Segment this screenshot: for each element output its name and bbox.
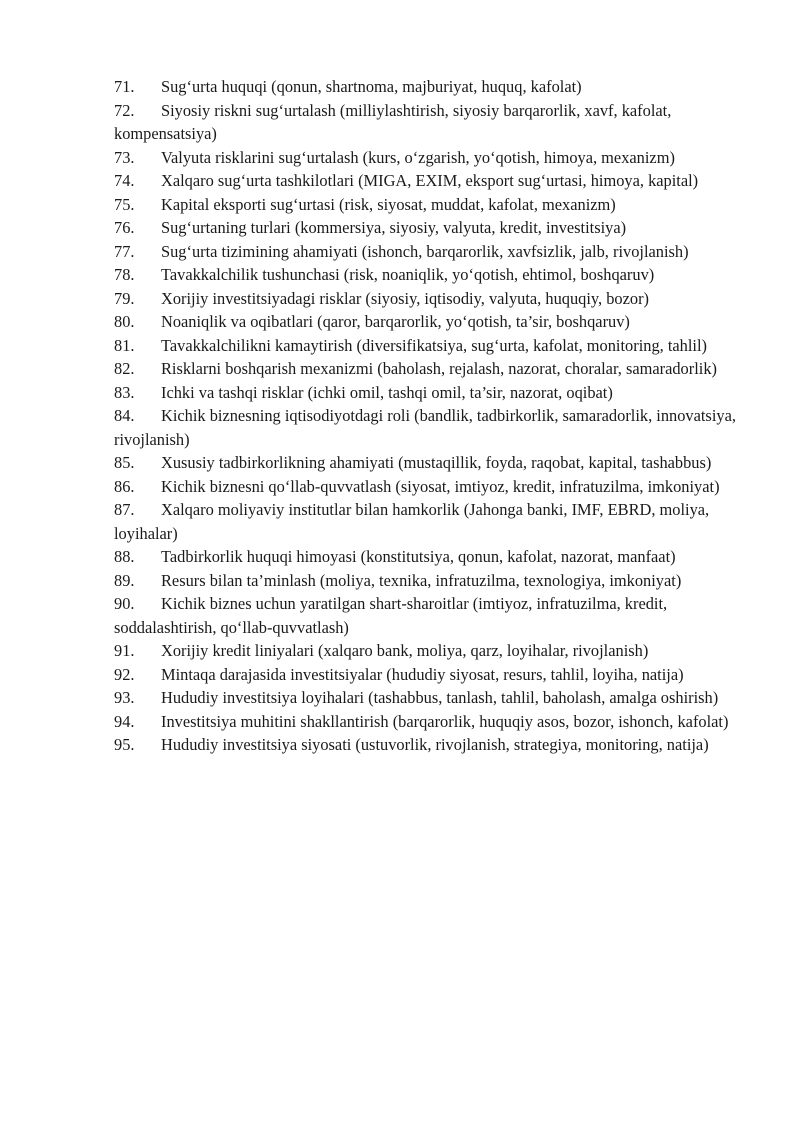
item-text: Xususiy tadbirkorlikning ahamiyati (mustaqillik, foyda, raqobat, kapital, tashabbus) (161, 453, 712, 472)
item-number: 81. (114, 335, 135, 355)
item-number: 83. (114, 382, 135, 402)
list-item (114, 663, 754, 687)
list-item (114, 240, 754, 264)
item-text: Ichki va tashqi risklar (ichki omil, tashqi omil, ta’sir, nazorat, oqibat) (161, 382, 613, 402)
item-text: Sug‘urta huquqi (qonun, shartnoma, majburiyat, huquq, kafolat) (161, 77, 582, 96)
list-item (114, 263, 754, 287)
item-text: Kichik biznesning iqtisodiyotdagi roli (bandlik, tadbirkorlik, samaradorlik, innovatsiya, rivojlanish) (114, 406, 736, 449)
item-text: Mintaqa darajasida investitsiyalar (hududiy siyosat, resurs, tahlil, loyiha, natija) (161, 664, 684, 684)
list-item (114, 475, 754, 499)
list-item (114, 310, 754, 334)
item-text: Sug‘urtaning turlari (kommersiya, siyosiy, valyuta, kredit, investitsiya) (161, 218, 627, 237)
list-item (114, 216, 754, 240)
list-item (114, 169, 754, 193)
item-number: 84. (114, 406, 135, 425)
item-text: Hududiy investitsiya loyihalari (tashabbus, tanlash, tahlil, baholash, amalga oshirish) (161, 688, 719, 707)
item-text: Tavakkalchilik tushunchasi (risk, noaniqlik, yo‘qotish, ehtimol, boshqaruv) (161, 265, 655, 284)
list-item (114, 710, 754, 734)
item-number: 75. (114, 194, 135, 214)
item-number: 73. (114, 147, 135, 167)
item-number: 80. (114, 312, 135, 331)
item-text: Hududiy investitsiya siyosati (ustuvorlik, rivojlanish, strategiya, monitoring, natija) (161, 735, 709, 754)
item-text: Kichik biznes uchun yaratilgan shart-sharoitlar (imtiyoz, infratuzilma, kredit, soddalashtirish, qo‘llab-quvvatlash) (114, 594, 668, 637)
list-item (114, 193, 754, 217)
item-text: Xorijiy investitsiyadagi risklar (siyosiy, iqtisodiy, valyuta, huquqiy, bozor) (161, 288, 650, 308)
item-number: 87. (114, 500, 135, 519)
list-item (114, 287, 754, 311)
item-number: 72. (114, 100, 135, 120)
list-item (114, 75, 754, 99)
item-text: Tavakkalchilikni kamaytirish (diversifikatsiya, sug‘urta, kafolat, monitoring, tahlil) (161, 335, 707, 355)
item-text: Sug‘urta tizimining ahamiyati (ishonch, barqarorlik, xavfsizlik, jalb, rivojlanish) (161, 241, 689, 261)
item-text: Xalqaro moliyaviy institutlar bilan hamkorlik (Jahonga banki, IMF, EBRD, moliya, loyihalar) (114, 500, 710, 543)
item-number: 94. (114, 711, 135, 731)
item-text: Xalqaro sug‘urta tashkilotlari (MIGA, EXIM, eksport sug‘urtasi, himoya, kapital) (161, 171, 699, 190)
item-text: Resurs bilan ta’minlash (moliya, texnika, infratuzilma, texnologiya, imkoniyat) (161, 570, 682, 590)
item-number: 71. (114, 77, 135, 96)
list-item (114, 733, 754, 757)
item-text: Kapital eksporti sug‘urtasi (risk, siyosat, muddat, kafolat, mexanizm) (161, 194, 616, 214)
item-number: 91. (114, 641, 135, 660)
item-number: 82. (114, 359, 135, 378)
item-number: 90. (114, 594, 135, 613)
list-item (114, 686, 754, 710)
list-item (114, 381, 754, 405)
item-text: Xorijiy kredit liniyalari (xalqaro bank, moliya, qarz, loyihalar, rivojlanish) (161, 641, 649, 660)
item-text: Valyuta risklarini sug‘urtalash (kurs, o‘zgarish, yo‘qotish, himoya, mexanizm) (161, 147, 675, 167)
item-number: 93. (114, 688, 135, 707)
document-page (114, 75, 754, 757)
item-number: 77. (114, 241, 135, 261)
item-text: Kichik biznesni qo‘llab-quvvatlash (siyosat, imtiyoz, kredit, infratuzilma, imkoniyat) (161, 476, 720, 496)
list-item (114, 545, 754, 569)
item-text: Risklarni boshqarish mexanizmi (baholash, rejalash, nazorat, choralar, samaradorlik) (161, 359, 717, 378)
item-number: 76. (114, 218, 135, 237)
list-item (114, 404, 754, 451)
item-number: 74. (114, 171, 135, 190)
item-number: 85. (114, 453, 135, 472)
item-number: 92. (114, 664, 135, 684)
list-item (114, 639, 754, 663)
item-number: 79. (114, 288, 135, 308)
item-number: 95. (114, 735, 135, 754)
list-item (114, 569, 754, 593)
item-text: Tadbirkorlik huquqi himoyasi (konstitutsiya, qonun, kafolat, nazorat, manfaat) (161, 547, 676, 566)
item-number: 86. (114, 476, 135, 496)
list-item (114, 357, 754, 381)
list-item (114, 99, 754, 146)
list-item (114, 592, 754, 639)
item-text: Siyosiy riskni sug‘urtalash (milliylashtirish, siyosiy barqarorlik, xavf, kafolat, kompensatsiya) (114, 100, 672, 143)
item-text: Investitsiya muhitini shakllantirish (barqarorlik, huquqiy asos, bozor, ishonch, kafolat) (161, 711, 729, 731)
item-number: 89. (114, 570, 135, 590)
list-item (114, 451, 754, 475)
list-item (114, 334, 754, 358)
item-number: 78. (114, 265, 135, 284)
item-number: 88. (114, 547, 135, 566)
item-text: Noaniqlik va oqibatlari (qaror, barqarorlik, yo‘qotish, ta’sir, boshqaruv) (161, 312, 630, 331)
list-item (114, 146, 754, 170)
list-item (114, 498, 754, 545)
